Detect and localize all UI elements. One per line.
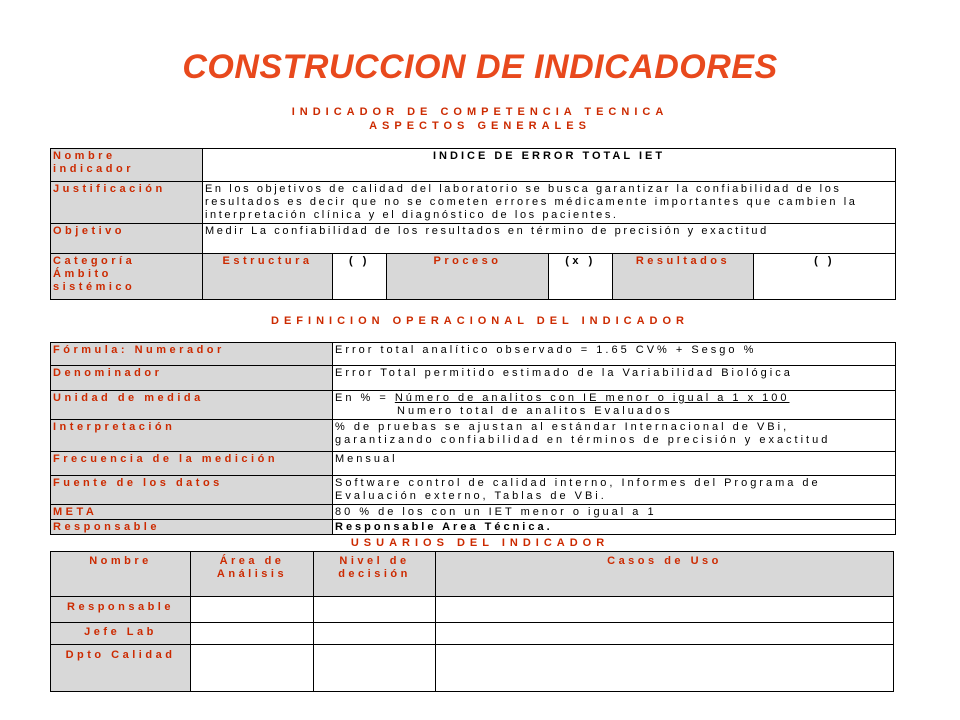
resultados-label: Resultados [613,254,754,300]
unidad-denominator: Numero total de analitos Evaluados [397,405,673,417]
nombre-label: Nombre indicador [51,149,203,182]
users-row-jefe-lab: Jefe Lab [51,623,191,645]
users-header-area [191,552,314,597]
unidad-prefix: En % = [335,392,395,404]
denominador-label: Denominador [51,366,333,391]
users-header-area-line-2: Análisis [216,568,288,580]
fuente-label: Fuente de los datos [51,476,333,505]
formula-value: Error total analítico observado = 1.65 CV% + Sesgo % [333,343,896,366]
operational-table [50,342,896,535]
objetivo-value: Medir La confiabilidad de los resultados en término de precisión y exactitud [203,224,896,254]
users-cell [191,597,314,623]
fuente-line-1: Software control de calidad interno, Informes del Programa de [335,477,821,489]
subtitle-operational: DEFINICION OPERACIONAL DEL INDICADOR [271,315,689,327]
meta-value: 80 % de los con un IET menor o igual a 1 [333,505,896,520]
categoria-line-2: Ámbito [53,268,112,280]
page-title: CONSTRUCCION DE INDICADORES [182,48,778,86]
subtitle-users: USUARIOS DEL INDICADOR [350,537,610,549]
frecuencia-label: Frecuencia de la medición [51,452,333,476]
subtitle-aspects: ASPECTOS GENERALES [369,120,591,132]
justificacion-value: En los objetivos de calidad del laboratorio se busca garantizar la confiabilidad de los resultados es decir que no se cometen errores médicamente importantes que cambien la interpretación clínica y el diagnóstico de los pacientes. [203,182,896,224]
users-cell [436,597,894,623]
nombre-value: INDICE DE ERROR TOTAL IET [203,149,896,182]
fuente-line-2: Evaluación externo, Tablas de VBi. [335,490,607,502]
responsable-label: Responsable [51,520,333,535]
interpretacion-line-1: % de pruebas se ajustan al estándar Internacional de VBi, [335,421,790,433]
objetivo-label: Objetivo [51,224,203,254]
users-header-nivel [314,552,436,597]
users-cell [314,645,436,692]
users-cell [436,645,894,692]
unidad-numerator: Número de analitos con IE menor o igual a 1 x 100 [394,392,790,404]
denominador-value: Error Total permitido estimado de la Variabilidad Biológica [333,366,896,391]
users-header-nivel-line-2: decisión [338,568,411,580]
fuente-value [333,476,896,505]
interpretacion-value [333,420,896,452]
users-row-dpto-calidad: Dpto Calidad [51,645,191,692]
categoria-line-3: sistémico [53,281,136,293]
users-table [50,551,894,692]
meta-label: META [51,505,333,520]
unidad-value [333,391,896,420]
interpretacion-label: Interpretación [51,420,333,452]
users-header-nivel-line-1: Nivel de [339,555,410,567]
proceso-label: Proceso [387,254,549,300]
users-cell [436,623,894,645]
formula-label: Fórmula: Numerador [51,343,333,366]
users-cell [191,645,314,692]
proceso-mark: (x ) [549,254,613,300]
general-table [50,148,896,300]
responsable-value: Responsable Area Técnica. [333,520,896,535]
frecuencia-value: Mensual [333,452,896,476]
estructura-mark: ( ) [333,254,387,300]
resultados-mark: ( ) [754,254,896,300]
users-header-nombre: Nombre [51,552,191,597]
interpretacion-line-2: garantizando confiabilidad en términos de precisión y exactitud [335,434,831,446]
users-cell [191,623,314,645]
users-cell [314,597,436,623]
users-row-responsable: Responsable [51,597,191,623]
users-header-casos: Casos de Uso [436,552,894,597]
subtitle-indicator: INDICADOR DE COMPETENCIA TECNICA [291,106,669,118]
categoria-label [51,254,203,300]
estructura-label: Estructura [203,254,333,300]
users-cell [314,623,436,645]
categoria-line-1: Categoría [53,255,136,267]
unidad-label: Unidad de medida [51,391,333,420]
justificacion-label: Justificación [51,182,203,224]
users-header-area-line-1: Área de [219,555,285,567]
